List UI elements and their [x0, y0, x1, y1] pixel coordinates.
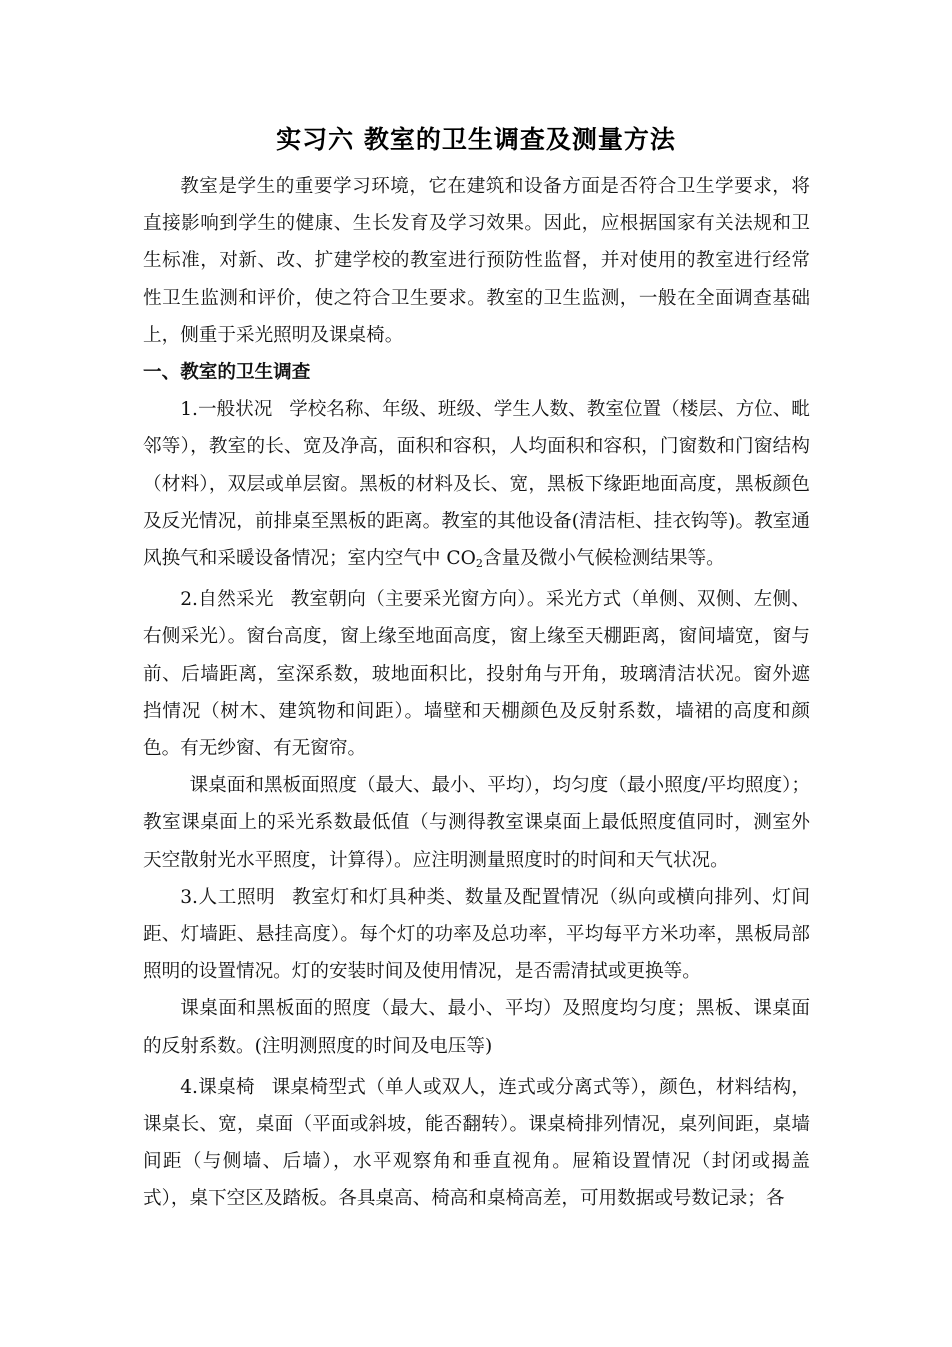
- item-general-conditions: [143, 391, 810, 577]
- document-body: [143, 168, 810, 1218]
- item-label: 3.人工照明: [180, 886, 276, 908]
- natural-lighting-measurement-note: 课桌面和黑板面照度（最大、最小、平均），均匀度（最小照度/平均照度）；教室课桌面上的采光系数最低值（与测得教室课桌面上最低照度值同时，测室外天空散射光水平照度，计算得）。应注明测量照度时的时间和天气状况。: [143, 775, 810, 871]
- intro-paragraph: 教室是学生的重要学习环境，它在建筑和设备方面是否符合卫生学要求，将直接影响到学生的健康、生长发育及学习效果。因此，应根据国家有关法规和卫生标准，对新、改、扩建学校的教室进行预防性监督，并对使用的教室进行经常性卫生监测和评价，使之符合卫生要求。教室的卫生监测，一般在全面调查基础上，侧重于采光照明及课桌椅。: [143, 176, 810, 346]
- item-text: 学校名称、年级、班级、学生人数、教室位置（楼层、方位、毗邻等），教室的长、宽及净高，面积和容积，人均面积和容积，门窗数和门窗结构（材料），双层或单层窗。黑板的材料及长、宽，黑板下缘距地面高度，黑板颜色及反光情况，前排桌至黑板的距离。教室的其他设备(清洁柜、挂衣钩等)。教室通风换气和采暖设备情况；室内空气中 CO: [143, 399, 810, 570]
- item-text-continued: 含量及微小气候检测结果等。: [483, 548, 725, 570]
- item-label: 4.课桌椅: [180, 1076, 255, 1098]
- item-artificial-lighting: [143, 879, 810, 991]
- artificial-lighting-measurement-note: 课桌面和黑板面的照度（最大、最小、平均）及照度均匀度；黑板、课桌面的反射系数。(注明测照度的时间及电压等): [143, 998, 810, 1057]
- item-label: 2.自然采光: [180, 589, 274, 611]
- item-natural-lighting: [143, 581, 810, 767]
- item-text: 教室灯和灯具种类、数量及配置情况（纵向或横向排列、灯间距、灯墙距、悬挂高度）。每个灯的功率及总功率，平均每平方米功率，黑板局部照明的设置情况。灯的安装时间及使用情况，是否需清拭或更换等。: [143, 886, 810, 983]
- item-label: 1.一般状况: [180, 399, 273, 421]
- item-text: 教室朝向（主要采光窗方向）。采光方式（单侧、双侧、左侧、右侧采光）。窗台高度，窗上缘至地面高度，窗上缘至天棚距离，窗间墙宽，窗与前、后墙距离，室深系数，玻地面积比，投射角与开角，玻璃清洁状况。窗外遮挡情况（树木、建筑物和间距）。墙壁和天棚颜色及反射系数，墙裙的高度和颜色。有无纱窗、有无窗帘。: [143, 589, 810, 760]
- document-title: 实习六 教室的卫生调查及测量方法: [276, 125, 676, 154]
- item-desks-chairs: [143, 1069, 810, 1218]
- item-text: 课桌椅型式（单人或双人，连式或分离式等），颜色，材料结构，课桌长、宽，桌面（平面或斜坡，能否翻转）。课桌椅排列情况，桌列间距，桌墙间距（与侧墙、后墙），水平观察角和垂直视角。屉箱设置情况（封闭或揭盖式），桌下空区及踏板。各具桌高、椅高和桌椅高差，可用数据或号数记录；各: [143, 1076, 810, 1210]
- subscript-2: 2: [475, 556, 483, 570]
- section-heading-classroom-survey: 一、教室的卫生调查: [143, 362, 311, 384]
